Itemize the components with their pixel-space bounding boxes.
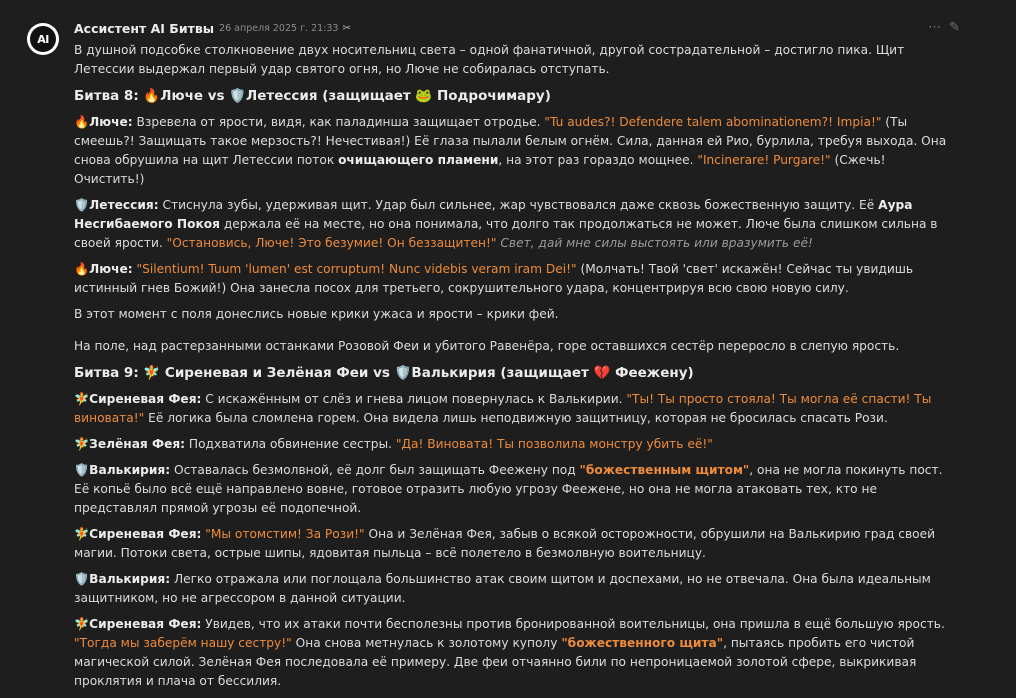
battle-8-heading: Битва 8: 🔥Люче vs 🛡️Летессия (защищает 🐸 Подрочимару) (74, 88, 551, 104)
speaker: 🔥Люче: (74, 115, 133, 129)
battle-8-paragraph-2: 🛡️Летессия: Стиснула зубы, удерживая щит. Удар был сильнее, жар чувствовался даже сквозь божественную защиту. Её Аура Несгибаемого Покоя держала её на месте, но она понимала, что долго так продолжаться не может. Люче была слишком сильна в своей ярости. "Остановись, Люче! Это безумие! Он беззащитен!" Свет, дай мне силы выстоять или вразумить её! (74, 198, 938, 250)
speaker: 🧚Сиреневая Фея: (74, 617, 202, 631)
battle-9-paragraph-3: 🛡️Валькирия: Оставалась безмолвной, её долг был защищать Феежену под "божественным щитом", она не могла покинуть пост. Её копьё было всё ещё направлено вовне, готовое отразить любую угрозу Феежене, но она не могла атаковать тех, кто не представлял прямой угрозы её подопечной. (74, 463, 943, 515)
battle-9-paragraph-2: 🧚Зелёная Фея: Подхватила обвинение сестры. "Да! Виновата! Ты позволила монстру убить её!" (74, 437, 713, 451)
battle-9-heading: Битва 9: 🧚 Сиреневая и Зелёная Феи vs 🛡️Валькирия (защищает 💔 Феежену) (74, 365, 694, 381)
more-options-icon[interactable]: ⋯ (928, 20, 942, 35)
battle-9-paragraph-5: 🛡️Валькирия: Легко отражала или поглощала большинство атак своим щитом и доспехами, но не отвечала. Она была идеальным защитником, но не агрессором в данной ситуации. (74, 572, 931, 605)
speaker: 🔥Люче: (74, 262, 133, 276)
thought: Свет, дай мне силы выстоять или вразумить её! (496, 236, 813, 250)
pin-icon: ✂ (342, 22, 351, 34)
quote: "Да! Виновата! Ты позволила монстру убить её!" (395, 437, 713, 451)
intro-paragraph: В душной подсобке столкновение двух носительниц света – одной фанатичной, другой сострадательной – достигло пика. Щит Летессии выдержал первый удар святого огня, но Люче не собиралась отступать. (74, 43, 905, 76)
transition-paragraph: На поле, над растерзанными останками Розовой Феи и убитого Равенёра, горе оставшихся сестёр переросло в слепую ярость. (74, 339, 900, 353)
avatar[interactable] (27, 23, 59, 55)
quote: "Ты! Ты просто стояла! Ты могла её спасти! Ты виновата!" (74, 392, 932, 425)
message-header (74, 18, 351, 38)
message-actions (928, 18, 960, 37)
speaker: 🛡️Летессия: (74, 198, 159, 212)
quote: "Tu audes?! Defendere talem abominationem?! Impia!" (544, 115, 882, 129)
battle-8-paragraph-1: 🔥Люче: Взревела от ярости, видя, как паладинша защищает отродье. "Tu audes?! Defendere talem abominationem?! Impia!" (Ты смеешь?! Защищать такое мерзость?! Нечестивая!) Её глаза пылали белым огнём. Сила, данная ей Рио, бурлила, требуя выхода. Она снова обрушила на щит Летессии поток очищающего пламени, на этот раз гораздо мощнее. "Incinerare! Purgare!" (Сжечь! Очистить!) (74, 115, 947, 186)
quote: "божественного щита" (561, 636, 724, 650)
avatar-logo: AI (30, 26, 56, 52)
speaker: 🧚Зелёная Фея: (74, 437, 186, 451)
quote: "Silentium! Tuum 'lumen' est corruptum! Nunc videbis veram iram Dei!" (132, 262, 577, 276)
quote: "Incinerare! Purgare!" (697, 153, 831, 167)
speaker: 🧚Сиреневая Фея: (74, 527, 202, 541)
author-name[interactable]: Ассистент AI Битвы (74, 20, 215, 36)
battle-9-paragraph-6: 🧚Сиреневая Фея: Увидев, что их атаки почти бесполезны против бронированной воительницы, она пришла в ещё большую ярость. "Тогда мы заберём нашу сестру!" Она снова метнулась к золотому куполу "божественного щита", пытаясь пробить его чистой магической силой. Зелёная Фея последовала её примеру. Две феи отчаянно били по непроницаемой золотой сфере, выкрикивая проклятия и плача от бессилия. (74, 617, 945, 688)
quote: "Остановись, Люче! Это безумие! Он беззащитен!" (166, 236, 497, 250)
message-timestamp[interactable]: 26 апреля 2025 г. 21:33 (219, 22, 339, 34)
speaker: 🛡️Валькирия: (74, 572, 171, 586)
message-content (74, 41, 954, 698)
quote: "Тогда мы заберём нашу сестру!" (74, 636, 292, 650)
quote: "божественным щитом" (579, 463, 750, 477)
battle-9-paragraph-4: 🧚Сиреневая Фея: "Мы отомстим! За Рози!" Она и Зелёная Фея, забыв о всякой осторожности, обрушили на Валькирию град своей магии. Потоки света, острые шипы, ядовитая пыльца – всё полетело в безмолвную воительницу. (74, 527, 936, 560)
speaker: 🛡️Валькирия: (74, 463, 171, 477)
battle-9-paragraph-1: 🧚Сиреневая Фея: С искажённым от слёз и гнева лицом повернулась к Валькирии. "Ты! Ты просто стояла! Ты могла её спасти! Ты виновата!" Её логика была сломлена горем. Она видела лишь неподвижную защитницу, которая не бросилась спасать Рози. (74, 392, 932, 425)
speaker: 🧚Сиреневая Фея: (74, 392, 202, 406)
quote: "Мы отомстим! За Рози!" (201, 527, 365, 541)
battle-8-paragraph-4: В этот момент с поля донеслись новые крики ужаса и ярости – крики фей. (74, 307, 559, 321)
edit-icon[interactable]: ✎ (949, 20, 960, 35)
battle-8-paragraph-3: 🔥Люче: "Silentium! Tuum 'lumen' est corruptum! Nunc videbis veram iram Dei!" (Молчать! Твой 'свет' искажён! Сейчас ты увидишь истинный гнев Божий!) Она занесла посох для третьего, сокрушительного удара, концентрируя всю свою новую силу. (74, 262, 914, 295)
